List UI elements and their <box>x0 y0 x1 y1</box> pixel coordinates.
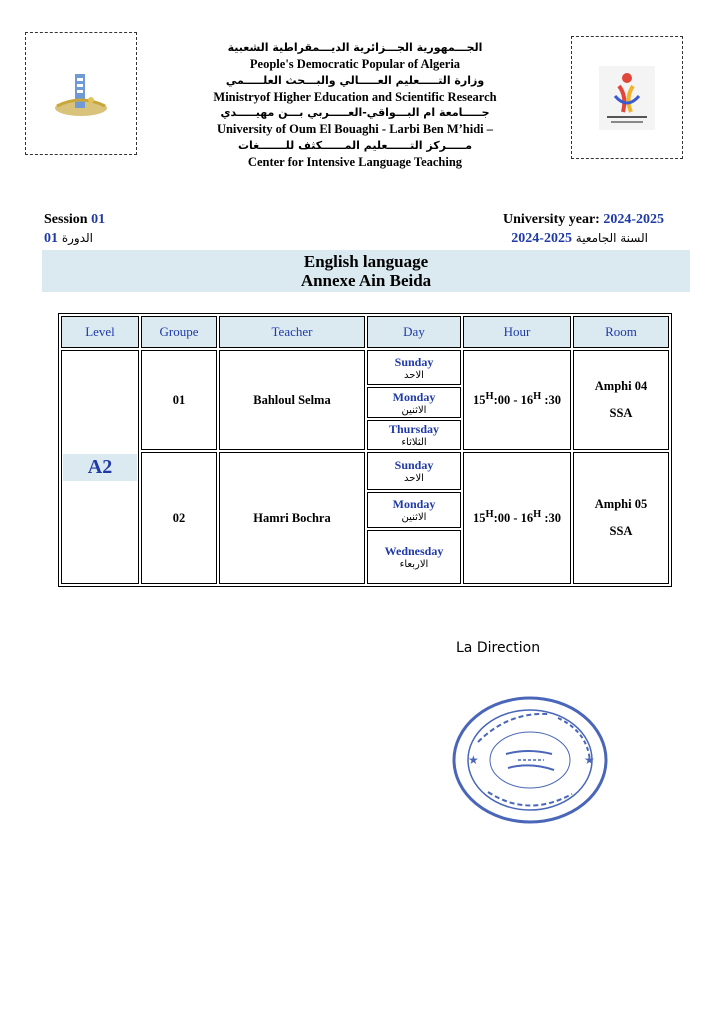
course-location: Annexe Ain Beida <box>300 271 432 290</box>
col-header-groupe: Groupe <box>141 316 217 348</box>
year-value: 2024-2025 <box>603 212 664 227</box>
day-en: Thursday <box>388 422 440 436</box>
col-header-room: Room <box>573 316 669 348</box>
room-cell <box>573 452 669 584</box>
room-cell <box>573 350 669 450</box>
day-cell <box>367 350 461 385</box>
day-en: Monday <box>392 497 436 511</box>
signature-label: La Direction <box>456 640 541 656</box>
year-label-ar: السنة الجامعية <box>575 231 648 245</box>
col-header-teacher: Teacher <box>219 316 365 348</box>
day-en: Sunday <box>394 458 434 472</box>
group-cell: 01 <box>141 350 217 450</box>
table-row <box>61 452 669 490</box>
year-label: University year: <box>503 212 600 227</box>
day-cell <box>367 530 461 584</box>
header-ar-ministry: وزارة التـــــعليم العـــــالي والبـــحث العلـــــمي <box>225 73 485 87</box>
header-ar-university: جـــــامعة ام البـــواقي-العـــــربي بـــن مهيـــــدي <box>220 106 490 120</box>
course-title: English language <box>303 252 429 271</box>
day-ar: الاربعاء <box>399 559 429 570</box>
room-name: Amphi 05 <box>594 497 648 511</box>
day-en: Monday <box>392 389 436 404</box>
session-label-ar: الدورة <box>61 231 93 245</box>
day-cell <box>367 387 461 418</box>
day-en: Sunday <box>394 354 434 369</box>
day-ar: الاحد <box>404 369 424 381</box>
header-ar-republic: الجـــمهورية الجـــزائرية الديـــمقراطية الشعبية <box>227 41 483 54</box>
header-en-center: Center for Intensive Language Teaching <box>247 155 463 170</box>
col-header-hour: Hour <box>463 316 571 348</box>
course-title-band <box>42 250 690 292</box>
year-value-ar: 2025-2024 <box>511 231 572 246</box>
room-sub: SSA <box>609 524 633 538</box>
day-ar: الثلاثاء <box>401 437 427 448</box>
session-value: 01 <box>91 212 106 227</box>
center-logo-box <box>571 36 683 159</box>
day-ar: الاثنين <box>401 404 427 416</box>
level-cell <box>61 350 139 584</box>
svg-text:★: ★ <box>468 753 479 767</box>
header-ar-center: مـــــركز التــــــعليم المــــــكثف للـــــــغات <box>237 138 473 152</box>
official-stamp-icon <box>448 692 612 828</box>
day-en: Wednesday <box>384 544 444 558</box>
day-ar: الاثنين <box>401 512 427 523</box>
teacher-cell: Hamri Bochra <box>219 452 365 584</box>
header-en-republic: People's Democratic Popular of Algeria <box>249 57 461 72</box>
day-cell <box>367 452 461 490</box>
session-info <box>44 211 105 248</box>
university-year-info <box>503 211 664 248</box>
col-header-day: Day <box>367 316 461 348</box>
day-ar: الاحد <box>404 473 424 484</box>
group-cell: 02 <box>141 452 217 584</box>
day-cell <box>367 492 461 528</box>
level-badge: A2 <box>63 454 137 481</box>
header-en-ministry: Ministryof Higher Education and Scientific Research <box>213 89 497 104</box>
schedule-table <box>58 313 672 587</box>
center-logo-icon <box>599 66 655 130</box>
hour-cell: $15^H:00 - 16^H$ :30 <box>463 350 571 450</box>
institution-header <box>150 40 560 170</box>
session-value-ar: 01 <box>44 231 58 246</box>
university-logo-box <box>25 32 137 155</box>
svg-text:★: ★ <box>584 753 595 767</box>
session-label: Session <box>44 212 88 227</box>
table-row <box>61 350 669 385</box>
col-header-level: Level <box>61 316 139 348</box>
teacher-cell: Bahloul Selma <box>219 350 365 450</box>
hour-cell: $15^H:00 - 16^H$ :30 <box>463 452 571 584</box>
room-name: Amphi 04 <box>594 379 648 393</box>
day-cell <box>367 420 461 450</box>
room-sub: SSA <box>609 406 633 420</box>
table-header-row <box>61 316 669 348</box>
university-logo-icon <box>51 64 111 124</box>
header-en-university: University of Oum El Bouaghi - Larbi Ben M’hidi – <box>216 122 494 137</box>
